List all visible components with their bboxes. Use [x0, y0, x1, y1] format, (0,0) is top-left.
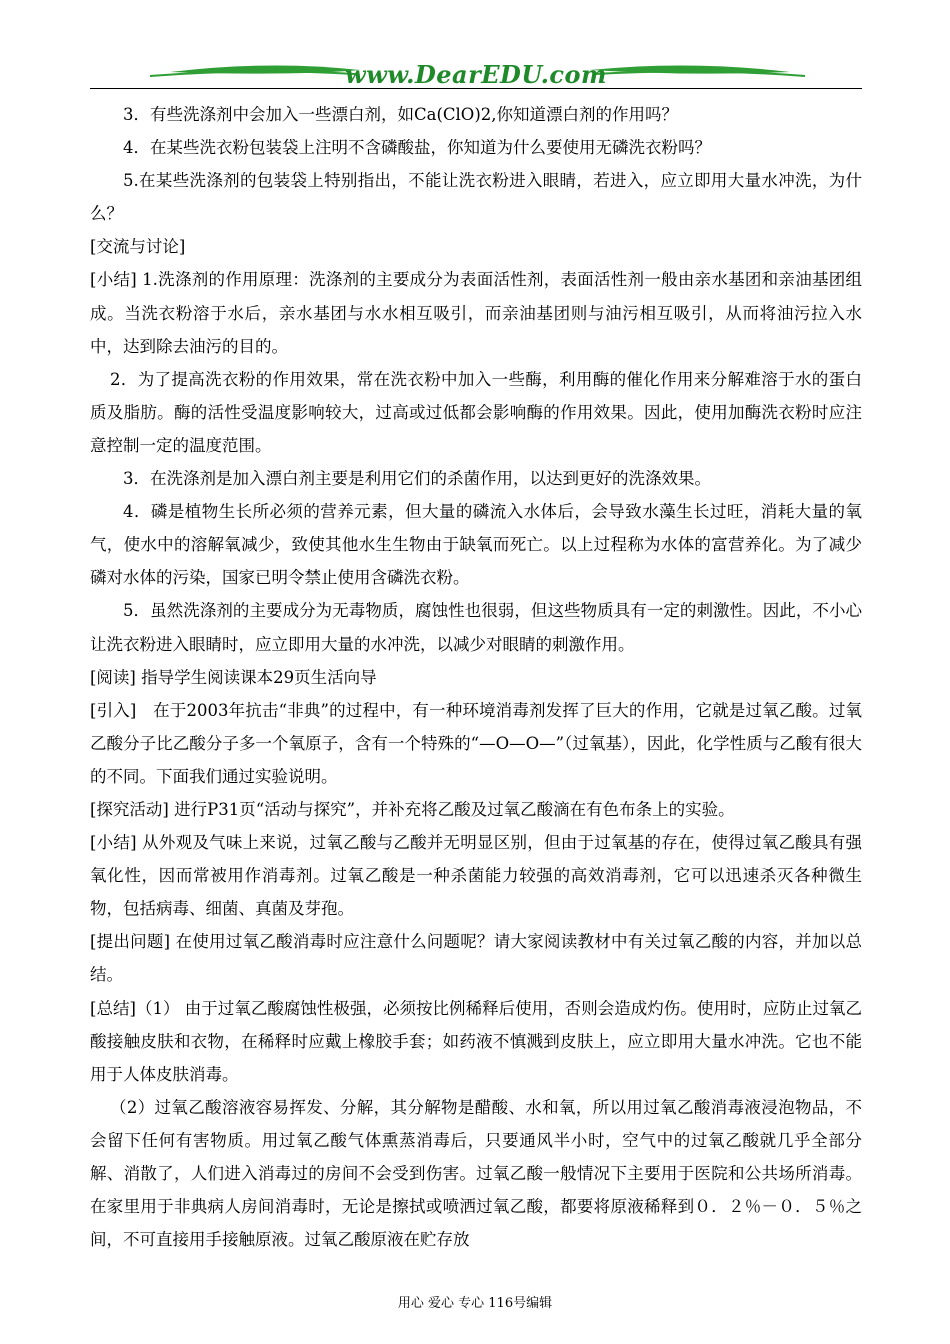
site-header	[90, 58, 862, 92]
paragraph: [引入] 在于2003年抗击“非典”的过程中，有一种环境消毒剂发挥了巨大的作用，它就是过氧乙酸。过氧乙酸分子比乙酸分子多一个氧原子，含有一个特殊的“—O—O—”（过氧基），因此，化学性质与乙酸有很大的不同。下面我们通过实验说明。	[90, 700, 862, 786]
paragraph: [阅读] 指导学生阅读课本29页生活向导	[90, 667, 377, 687]
paragraph: [小结] 从外观及气味上来说，过氧乙酸与乙酸并无明显区别，但由于过氧基的存在，使得过氧乙酸具有强氧化性，因而常被用作消毒剂。过氧乙酸是一种杀菌能力较强的高效消毒剂，它可以迅速杀灭各种微生物，包括病毒、细菌、真菌及芽孢。	[90, 833, 862, 919]
paragraph: 4．在某些洗衣粉包装袋上注明不含磷酸盐，你知道为什么要使用无磷洗衣粉吗？	[123, 138, 711, 158]
paragraph: [交流与讨论]	[90, 237, 186, 257]
paragraph: [小结] 1.洗涤剂的作用原理：洗涤剂的主要成分为表面活性剂，表面活性剂一般由亲水基团和亲油基团组成。当洗衣粉溶于水后，亲水基团与水水相互吸引，而亲油基团则与油污相互吸引，从而将油污拉入水中，达到除去油污的目的。	[90, 270, 862, 356]
paragraph: [总结]（1） 由于过氧乙酸腐蚀性极强，必须按比例稀释后使用，否则会造成灼伤。使用时，应防止过氧乙酸接触皮肤和衣物，在稀释时应戴上橡胶手套；如药液不慎溅到皮肤上，应立即用大量水冲洗。它也不能用于人体皮肤消毒。	[90, 998, 862, 1084]
header-divider	[90, 88, 862, 89]
paragraph: 5.在某些洗涤剂的包装袋上特别指出，不能让洗衣粉进入眼睛，若进入，应立即用大量水冲洗，为什么？	[90, 171, 862, 224]
site-logo[interactable]: www.DearEDU.com	[345, 60, 607, 89]
paragraph: 5．虽然洗涤剂的主要成分为无毒物质，腐蚀性也很弱，但这些物质具有一定的刺激性。因此，不小心让洗衣粉进入眼睛时，应立即用大量的水冲洗，以减少对眼睛的刺激作用。	[90, 601, 862, 654]
paragraph: 4．磷是植物生长所必须的营养元素，但大量的磷流入水体后，会导致水藻生长过旺，消耗大量的氧气，使水中的溶解氧减少，致使其他水生生物由于缺氧而死亡。以上过程称为水体的富营养化。为了减少磷对水体的污染，国家已明令禁止使用含磷洗衣粉。	[90, 502, 862, 588]
paragraph: [探究活动] 进行P31页“活动与探究”，并补充将乙酸及过氧乙酸滴在有色布条上的实验。	[90, 799, 735, 819]
paragraph: 2．为了提高洗衣粉的作用效果，常在洗衣粉中加入一些酶，利用酶的催化作用来分解难溶于水的蛋白质及脂肪。酶的活性受温度影响较大，过高或过低都会影响酶的作用效果。因此，使用加酶洗衣粉时应注意控制一定的温度范围。	[90, 369, 862, 455]
page-footer: 用心 爱心 专心 116号编辑	[397, 1296, 553, 1311]
paragraph: 3．在洗涤剂是加入漂白剂主要是利用它们的杀菌作用，以达到更好的洗涤效果。	[123, 469, 711, 489]
paragraph: 3．有些洗涤剂中会加入一些漂白剂，如Ca(ClO)2,你知道漂白剂的作用吗？	[123, 105, 679, 124]
paragraph: [提出问题] 在使用过氧乙酸消毒时应注意什么问题呢？请大家阅读教材中有关过氧乙酸的内容，并加以总结。	[90, 932, 862, 985]
paragraph: （2）过氧乙酸溶液容易挥发、分解，其分解物是醋酸、水和氧，所以用过氧乙酸消毒液浸泡物品，不会留下任何有害物质。用过氧乙酸气体熏蒸消毒后，只要通风半小时，空气中的过氧乙酸就几乎全部分解、消散了，人们进入消毒过的房间不会受到伤害。过氧乙酸一般情况下主要用于医院和公共场所消毒。在家里用于非典病人房间消毒时，无论是擦拭或喷洒过氧乙酸，都要将原液稀释到０．２％－０．５％之间，不可直接用手接触原液。过氧乙酸原液在贮存放	[90, 1097, 862, 1250]
main-text	[90, 98, 862, 1256]
